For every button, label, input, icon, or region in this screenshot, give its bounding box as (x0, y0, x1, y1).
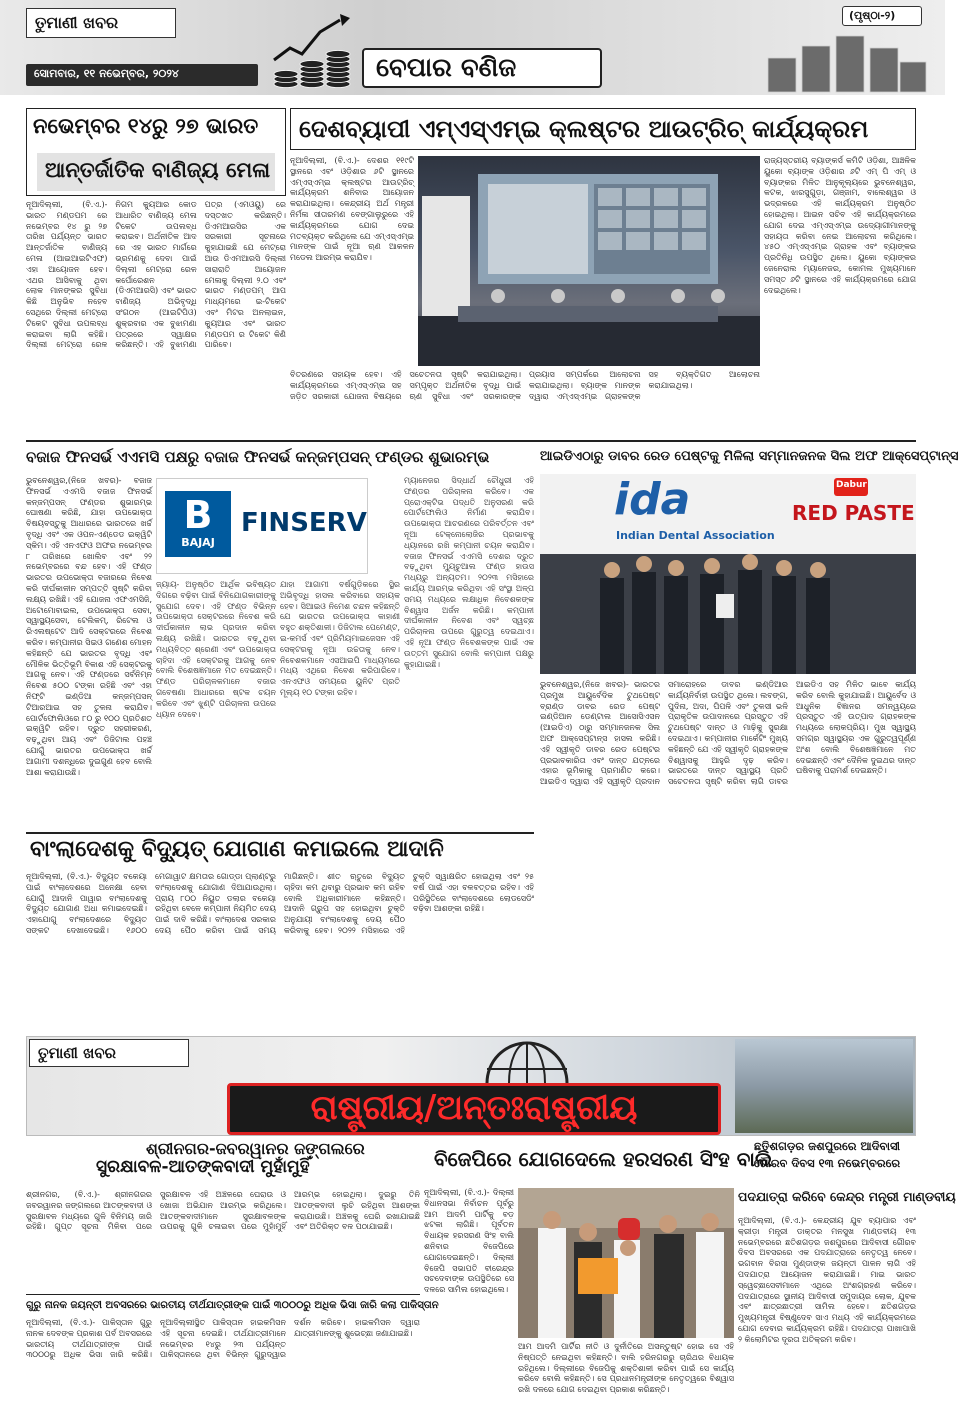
article-dabur-headline: ଆଇଡିଏଠାରୁ ଡାବର ରେଡ ପେଷ୍ଟକୁ ମିଳିଲା ସମ୍ମାନଜନକ ସିଲ ଅଫ ଆକ୍ସେପ୍ଟାନ୍ସ (540, 449, 959, 464)
article-chhattisgarh-headline-3: ପଦଯାତ୍ରା କରିବେ କେନ୍ଦ୍ର ମନ୍ତ୍ରୀ ମାଣ୍ଡବୀୟ (738, 1189, 956, 1204)
article-fair-headline-2: ଆନ୍ତର୍ଜାତିକ ବାଣିଜ୍ୟ ମେଳା (45, 158, 271, 182)
masthead (0, 0, 945, 95)
article-bajaj-body-mid-2: ଯାହା ଆଗାମୀ ବର୍ଷଗୁଡ଼ିକରେ ସ୍ଥିର ଅଭିବୃଦ୍ଧି ହାସଲ କରିବାରେ ସହାୟକ ହେବ। ସିଆଇଓ ନିମେଶ ଚନ୍ଦନ କହିଛନ୍ତି ଯେ ଭାରତର ଉପଭୋକ୍ତା କାହାଣୀ ବହୁତ ଶକ୍ତିଶାଳୀ। ଡିଜିଟାଲ ପେମେଣ୍ଟ, ଇ-କମର୍ସ ଏବଂ ପ୍ରିମିୟମାଇଜେସନ ଏହି ସେକ୍ଟରକୁ ନୂଆ ଉଚ୍ଚତାକୁ ନେବ। ନିବେଶକମାନେ ଏସଆଇପି ମାଧ୍ୟମରେ ମଧ୍ୟ ଏଥିରେ ନିବେଶ କରିପାରିବେ। ଏନଏଫଓ ସମୟରେ ୟୁନିଟ ପ୍ରତି ମୂଲ୍ୟ ୧୦ ଟଙ୍କା ରହିବ। (280, 580, 400, 697)
article-msme-headline: ଦେଶବ୍ୟାପୀ ଏମ୍‌ଏସ୍‌ଏମ୍‌ଇ କ୍ଲଷ୍ଟର ଆଉଟ୍ରିଚ୍ କାର୍ଯ୍ୟକ୍ରମ (299, 115, 869, 143)
dabur-logo: Dabur (836, 480, 867, 490)
date-text: ସୋମବାର, ୧୧ ନଭେମ୍ବର, ୨୦୨୪ (34, 67, 179, 80)
article-bajaj-headline: ବଜାଜ ଫିନସର୍ଭ ଏଏମସି ପକ୍ଷରୁ ବଜାଜ ଫିନସର୍ଭ କନ୍‌ଜମ୍ପସନ୍ ଫଣ୍ଡର ଶୁଭାରମ୍ଭ (26, 448, 490, 466)
article-fair-headline-1: ନଭେମ୍ବର ୧୪ରୁ ୨୭ ଭାରତ (33, 114, 259, 138)
divider-1 (26, 440, 916, 442)
article-chhattisgarh-headline-2: ଗୌରବ ଦିବସ ୧୩ ନଭେମ୍ବରରେ (753, 1155, 901, 1170)
article-srinagar-body: ଶ୍ରୀନଗର, (ବି.ଏ.)- ଶ୍ରୀନଗରର ଜବରୱାନର ଜଙ୍ଗଲରେ ଆତଙ୍କବାଦୀ ଓ ସୁରକ୍ଷାବଳ ମଧ୍ୟରେ ଗୁଳି ବିନିମୟ ଜାରି ରହିଛି। ଗୁପ୍ତ ସୂଚନା ମିଳିବା ପରେ ସୁରକ୍ଷାବଳ ଏହି ଅଞ୍ଚଳରେ ଘେରାଉ ଓ ଖୋଜା ଅଭିଯାନ ଆରମ୍ଭ କରିଥିଲେ। ଆତଙ୍କବାଦୀମାନେ ସୁରକ୍ଷାବଳଙ୍କ ଉପରକୁ ଗୁଳି ଚଳାଇବା ପରେ ମୁହାଁମୁହିଁ ଆରମ୍ଭ ହୋଇଥିଲା। ଦୁଇରୁ ତିନି ଆତଙ୍କବାଦୀ ଲୁଚି ରହିଥିବା ଆଶଙ୍କା କରାଯାଉଛି। ଅଞ୍ଚଳକୁ ଘେରି ରଖାଯାଇଛି ଏବଂ ଅତିରିକ୍ତ ବଳ ପଠାଯାଇଛି। (26, 1190, 420, 1232)
banner-paper-box (29, 1039, 189, 1067)
article-adani-headline: ବାଂଲାଦେଶକୁ ବିଦ୍ୟୁତ୍ ଯୋଗାଣ କମାଇଲେ ଆଦାନି (30, 837, 444, 862)
bajaj-logo-box (156, 478, 368, 574)
dabur-photo-backdrop (540, 474, 916, 554)
article-bajaj-body-mid-1: ଜ୍ୟାୟ- ଅନୁଷ୍ଠିତ ଆର୍ଥିକ ଭବିଷ୍ୟତ ଦିଗରେ ବଢ଼ିବା ପାଇଁ ବିନିଯୋଗକାରୀଙ୍କୁ ସୁଯୋଗ ଦେବ। ଏହି ଫଣ୍ଡ ବିଭିନ୍ନ ଉପଭୋକ୍ତା ସେକ୍ଟରରେ ନିବେଶ କରି ଦୀର୍ଘକାଳୀନ ଲାଭ ପ୍ରଦାନ କରିବା ଲକ୍ଷ୍ୟ ରଖିଛି। ଭାରତର ବଢ଼ୁଥିବା ମଧ୍ୟବିତ୍ତ ଶ୍ରେଣୀ ଏବଂ ଉପଭୋକ୍ତା ଚାହିଦା ଏହି ସେକ୍ଟରକୁ ଆଗକୁ ନେବ ବୋଲି ବିଶେଷଜ୍ଞମାନେ ମତ ଦେଇଛନ୍ତି। ଫଣ୍ଡ ପରିଚାଳକମାନେ ବଜାର ଗବେଷଣା ଆଧାରରେ ଷ୍ଟକ ଚୟନ କରିବେ ଏବଂ ଝୁଣ୍ଟି ପରିଚାଳନା ଉପରେ ଧ୍ୟାନ ଦେବେ। (156, 580, 276, 719)
article-srinagar-headline-box (26, 1140, 420, 1186)
red-paste-text: RED PASTE (792, 501, 915, 525)
article-gurunanak-body: ନୂଆଦିଲ୍ଲୀ, (ବି.ଏ.)- ପାକିସ୍ତାନ ଗୁରୁ ନାନକ ଦେବଙ୍କ ପ୍ରକାଶ ପର୍ବ ଅବସରରେ ଭାରତୀୟ ତୀର୍ଥଯାତ୍ରୀଙ୍କ ପାଇଁ ୩୦୦୦ରୁ ଅଧିକ ଭିସା ଜାରି କରିଛି। ନୂଆଦିଲ୍ଲୀସ୍ଥିତ ପାକିସ୍ତାନ ହାଇକମିସନ ଏହି ସୂଚନା ଦେଇଛି। ତୀର୍ଥଯାତ୍ରୀମାନେ ନଭେମ୍ବର ୧୪ରୁ ୨୩ ପର୍ଯ୍ୟନ୍ତ ପାକିସ୍ତାନରେ ଥିବା ବିଭିନ୍ନ ଗୁରୁଦ୍ୱାର ଦର୍ଶନ କରିବେ। ହାଇକମିସନ ଦ୍ୱାରା ଯାତ୍ରୀମାନଙ୍କୁ ଶୁଭେଚ୍ଛା ଜଣାଯାଇଛି। (26, 1318, 420, 1360)
article-chhattisgarh-body: ନୂଆଦିଲ୍ଲୀ, (ବି.ଏ.)- କେନ୍ଦ୍ରୀୟ ଯୁବ ବ୍ୟାପାର ଏବଂ କ୍ରୀଡ଼ା ମନ୍ତ୍ରୀ ଡାକ୍ତର ମନସୁଖ ମାଣ୍ଡବୀୟ ୧୩ ନଭେମ୍ବରରେ ଛତିଶଗଡ଼ର ଜଶପୁରରେ ଆଦିବାସୀ ଗୌରବ ଦିବସ ଅବସରରେ ଏକ ପଦଯାତ୍ରାରେ ନେତୃତ୍ୱ ନେବେ। ଭଗବାନ ବିରସା ମୁଣ୍ଡାଙ୍କ ଜୟନ୍ତୀ ପାଳନ ଲାଗି ଏହି ପଦଯାତ୍ରା ଆୟୋଜନ କରାଯାଇଛି। ମାଇ ଭାରତ ସ୍ୱେଚ୍ଛାସେବୀମାନେ ଏଥିରେ ଅଂଶଗ୍ରହଣ କରିବେ। ପଦଯାତ୍ରାରେ ସ୍ଥାନୀୟ ଆଦିବାସୀ ସମୁଦାୟର ଲୋକ, ଯୁବକ ଏବଂ ଛାତ୍ରଛାତ୍ରୀ ସାମିଲ ହେବେ। ଛତିଶଗଡ଼ର ମୁଖ୍ୟମନ୍ତ୍ରୀ ବିଷ୍ଣୁଦେବ ସାଏ ମଧ୍ୟ ଏହି କାର୍ଯ୍ୟକ୍ରମରେ ଯୋଗ ଦେବାର କାର୍ଯ୍ୟକ୍ରମ ରହିଛି। ପଦଯାତ୍ରା ପାଖାପାଖି ୨ କିଲୋମିଟର ଦୂରତା ଅତିକ୍ରମ କରିବ। (738, 1216, 916, 1344)
coin-stacks-icon (760, 28, 930, 92)
article-msme-body-right: ରାଜ୍ୟସ୍ତରୀୟ ବ୍ୟାଙ୍କର୍ସ କମିଟି ଓଡ଼ିଶା, ଆଞ୍ଚଳିକ ୟୁକୋ ବ୍ୟାଙ୍କ ଓଡ଼ିଶାର ୬ଟି ଏମ୍ ପି ଏମ୍ ଓ ବ୍ୟାଙ୍କର ମିଳିତ ଆନୁକୂଲ୍ୟରେ ଭୁବନେଶ୍ୱର, କଟକ, ଝାରସୁଗୁଡ଼ା, ଗଞ୍ଜାମ, ବାଲେଶ୍ୱର ଓ ଭଦ୍ରକରେ ଏହି କାର୍ଯ୍ୟକ୍ରମ ଅନୁଷ୍ଠିତ ହୋଇଥିଲା। ଆଇନ ସଚିବ ଏହି କାର୍ଯ୍ୟକ୍ରମରେ ଯୋଗ ଦେଇ ଏମ୍‌ଏସ୍‌ଏମ୍‌ଇ ଉଦ୍ୟୋଗୀମାନଙ୍କୁ ସହାୟତା କରିବା ନେଇ ଆଲୋଚନା କରିଥିଲେ। ୪୫୦ ଏମ୍‌ଏସ୍‌ଏମ୍‌ଇ ଗ୍ରାହକ ଏବଂ ବ୍ୟାଙ୍କର ପ୍ରତିନିଧି ଉପସ୍ଥିତ ଥିଲେ। ୟୁକୋ ବ୍ୟାଙ୍କର ଜେନେରାଲ ମ୍ୟାନେଜର, କୋମଲ ମୁଖ୍ୟମାନେ ସମସ୍ତ ୬ଟି ସ୍ଥାନରେ ଏହି କାର୍ଯ୍ୟକ୍ରମରେ ଯୋଗ ଦେଇଥିଲେ। (764, 156, 916, 295)
bajaj-logo-small: BAJAJ (181, 535, 215, 549)
article-bajaj-body-right: ମ୍ୟାନେଜର ସିଦ୍ଧାର୍ଥ ଚୌଧୁରୀ ଏହି ଫଣ୍ଡର ପରିଚାଳନା କରିବେ। ଏକ ପ୍ରୋଏକ୍ଟିଭ ପଦ୍ଧତି ଅନୁସରଣ କରି ପୋର୍ଟଫୋଲିଓ ନିର୍ମାଣ କରାଯିବ। ଉପଭୋକ୍ତା ଆଚରଣରେ ପରିବର୍ତ୍ତନ ଏବଂ ନୂଆ ଟେକ୍ନୋଲୋଜିର ପ୍ରଭାବକୁ ଧ୍ୟାନରେ ରଖି କମ୍ପାନୀ ଚୟନ କରାଯିବ। ବଜାଜ ଫିନସର୍ଭ ଏଏମସି ଦେଶର ଦ୍ରୁତ ବଢ଼ୁଥିବା ମ୍ୟୁଚୁଆଲ ଫଣ୍ଡ ହାଉସ ମଧ୍ୟରୁ ଅନ୍ୟତମ। ୨୦୨୩ ମସିହାରେ କାର୍ଯ୍ୟ ଆରମ୍ଭ କରିଥିବା ଏହି ସଂସ୍ଥା ଅଳ୍ପ ସମୟ ମଧ୍ୟରେ ଲକ୍ଷାଧିକ ନିବେଶକଙ୍କ ବିଶ୍ୱାସ ଅର୍ଜନ କରିଛି। କମ୍ପାନୀ ଦୀର୍ଘକାଳୀନ ନିବେଶ ଏବଂ ସ୍ୱଚ୍ଛ ପରିଚାଳନା ଉପରେ ଗୁରୁତ୍ୱ ଦେଇଥାଏ। ଏହି ନୂଆ ଫଣ୍ଡ ନିବେଶକଙ୍କ ପାଇଁ ଏକ ଉତ୍ତମ ସୁଯୋଗ ବୋଲି କମ୍ପାନୀ ପକ୍ଷରୁ କୁହାଯାଇଛି। (404, 476, 534, 669)
article-msme-body-bottom: ବିତରଣରେ ସହାୟକ ହେବ। ଏହି କାର୍ଯ୍ୟକ୍ରମରେ ଏମ୍‌ଏସ୍‌ଏମ୍‌ଇ ସହ ଜଡ଼ିତ ସରକାରୀ ଯୋଜନା ବିଷୟରେ ସଚେତନତା ସୃଷ୍ଟି କରାଯାଇଥିଲା। ସମ୍ପୃକ୍ତ ଅର୍ଥନୀତିକ ବୃଦ୍ଧି ପାଇଁ ଋଣ ସୁବିଧା ଏବଂ ସରକାରଙ୍କ ପ୍ରୟାସ ସମ୍ପର୍କରେ ଆଲୋଚନା କରାଯାଇଥିଲା। ବ୍ୟାଙ୍କ ମାନଙ୍କ ଦ୍ୱାରା ଏମ୍‌ଏସ୍‌ଏମ୍‌ଇ ଗ୍ରାହକଙ୍କ ସହ ବ୍ୟକ୍ତିଗତ ଆଲୋଚନା କରାଯାଇଥିଲା। (290, 370, 760, 401)
award-group-graphic (540, 554, 916, 674)
article-fair-headline-box (26, 108, 286, 196)
bajaj-logo-letter: B (183, 493, 213, 537)
article-msme-body-left: ନୂଆଦିଲ୍ଲୀ, (ବି.ଏ.)- ଦେଶର ୧୧୯ଟି ସ୍ଥାନରେ ଏବଂ ଓଡ଼ିଶାର ୬ଟି ସ୍ଥାନରେ ଏମ୍‌ଏସ୍‌ଏମ୍‌ଇ କ୍ଲଷ୍ଟର ଆଉଟ୍ରିଚ୍ କାର୍ଯ୍ୟକ୍ରମ ଶନିବାର ଆୟୋଜନ କରାଯାଇଥିଲା। କେନ୍ଦ୍ରୀୟ ଅର୍ଥ ମନ୍ତ୍ରୀ ନିର୍ମଳା ସୀତାରମଣ ବେଙ୍ଗାଲୁରୁରେ ଏହି କାର୍ଯ୍ୟକ୍ରମରେ ଯୋଗ ଦେଇ ମତବ୍ୟକ୍ତ କରିଥିଲେ ଯେ ଏମ୍‌ଏସ୍‌ଏମ୍‌ଇ ମାନଙ୍କ ପାଇଁ ନୂଆ ଋଣ ଆକଳନ ମଡେଲ ଆରମ୍ଭ କରାଯିବ। (290, 156, 414, 263)
dabur-logo-box (834, 478, 868, 496)
page-label-box (842, 6, 922, 26)
article-fair-headline-2-bg (37, 153, 275, 191)
article-adani-body: ନୂଆଦିଲ୍ଲୀ, (ବି.ଏ.)- ବିଦ୍ୟୁତ ବକେୟା ପାଇଁ ବାଂଲାଦେଶରେ ଅନେକ୍ଷା ହେବା ଯୋଗୁଁ ଆଦାନି ପାୱାର ବାଂଲାଦେଶକୁ ବିଦ୍ୟୁତ ଯୋଗାଣ ଅଧା କମାଇଦେଇଛି। ଏହାଯୋଗୁ ବାଂଲାଦେଶରେ ବିଦ୍ୟୁତ ସଙ୍କଟ ଦେଖାଦେଇଛି। ୧୬୦୦ ମେଗାୱାଟ କ୍ଷମତାର ଗୋଡ୍ଡା ପ୍ଲାଣ୍ଟରୁ ବାଂଲାଦେଶକୁ ଯୋଗାଣ ଦିଆଯାଉଥିଲା। ପ୍ରାୟ ୮୦୦ ନିୟୁତ ଡଲାର ବକେୟା ରହିଥିବା ବେଳେ କମ୍ପାନୀ ନିୟମିତ ଦେୟ ପାଇଁ ଦାବି କରିଛି। ବାଂଲାଦେଶ ସରକାର ଦେୟ ପୈଠ କରିବା ପାଇଁ ସମୟ ମାଗିଛନ୍ତି। ଶୀତ ଋତୁରେ ବିଦ୍ୟୁତ ଚାହିଦା କମ ଥିବାରୁ ପ୍ରଭାବ କମ ରହିବ ବୋଲି ଅଧିକାରୀମାନେ କହିଛନ୍ତି। ଆଦାନି ଗ୍ରୁପ ସହ ହୋଇଥିବା ଚୁକ୍ତି ଅନୁଯାୟୀ ବାଂଲାଦେଶକୁ ଦେୟ ପୈଠ କରିବାକୁ ହେବ। ୨୦୨୨ ମସିହାରେ ଏହି ଚୁକ୍ତି ସ୍ୱାକ୍ଷରିତ ହୋଇଥିଲା ଏବଂ ୨୫ ବର୍ଷ ପାଇଁ ଏହା ବଳବତ୍ତର ରହିବ। ଏହି ପରିସ୍ଥିତିରେ ବାଂଲାଦେଶରେ ଲୋଡସେଡିଂ ବଢ଼ିବା ଆଶଙ୍କା ରହିଛି। (26, 872, 534, 935)
banner-title: ରାଷ୍ଟ୍ରୀୟ/ଅନ୍ତଃରାଷ୍ଟ୍ରୀୟ (310, 1088, 638, 1128)
article-dabur-body: ଭୁବନେଶ୍ୱର,(ନିଜେ ଖବର)- ଭାରତର ପ୍ରମୁଖ ଆୟୁର୍ବେଦିକ ଟୁଥପେଷ୍ଟ ବ୍ରାଣ୍ଡ ଡାବର ରେଡ ପେଷ୍ଟ ଇଣ୍ଡିଆନ ଡେଣ୍ଟାଲ ଆସୋସିଏସନ (ଆଇଡିଏ) ଠାରୁ ସମ୍ମାନଜନକ ସିଲ ଅଫ ଆକ୍ସେପ୍ଟାନ୍ସ ହାସଲ କରିଛି। ଏହି ସ୍ୱୀକୃତି ଡାବର ରେଡ ପେଷ୍ଟର ପ୍ରଭାବକାରିତା ଏବଂ ଦାନ୍ତ ଯତ୍ନରେ ଏହାର ଭୂମିକାକୁ ପ୍ରମାଣିତ କରେ। ଆଇଡିଏ ଦ୍ୱାରା ଏହି ସ୍ୱୀକୃତି ପ୍ରଦାନ ସମାରୋହରେ ଡାବର ଇଣ୍ଡିଆର କାର୍ଯ୍ୟନିର୍ବାହୀ ଉପସ୍ଥିତ ଥିଲେ। ଲବଙ୍ଗ, ପୁଦିନା, ଅଦା, ପିପଳି ଏବଂ ତୁଳସୀ ଭଳି ପ୍ରାକୃତିକ ଉପାଦାନରେ ପ୍ରସ୍ତୁତ ଏହି ଟୁଥପେଷ୍ଟ ଦାନ୍ତ ଓ ମାଢ଼ିକୁ ସୁରକ୍ଷା ଦେଇଥାଏ। କମ୍ପାନୀର ମାର୍କେଟିଂ ମୁଖ୍ୟ କହିଛନ୍ତି ଯେ ଏହି ସ୍ୱୀକୃତି ଗ୍ରାହକଙ୍କ ବିଶ୍ୱାସକୁ ଆହୁରି ଦୃଢ଼ କରିବ। ଭାରତରେ ଦାନ୍ତ ସ୍ୱାସ୍ଥ୍ୟ ପ୍ରତି ସଚେତନତା ସୃଷ୍ଟି କରିବା ଲାଗି ଡାବର ଆଇଡିଏ ସହ ମିଳିତ ଭାବେ କାର୍ଯ୍ୟ କରିବ ବୋଲି କୁହାଯାଇଛି। ଆୟୁର୍ବେଦ ଓ ଆଧୁନିକ ବିଜ୍ଞାନର ସମନ୍ୱୟରେ ପ୍ରସ୍ତୁତ ଏହି ଉତ୍ପାଦ ଗ୍ରାହକଙ୍କ ମଧ୍ୟରେ ଲୋକପ୍ରିୟ। ମୁଖ ସ୍ୱାସ୍ଥ୍ୟ ସମଗ୍ର ସ୍ୱାସ୍ଥ୍ୟର ଏକ ଗୁରୁତ୍ୱପୂର୍ଣ୍ଣ ଅଂଶ ବୋଲି ବିଶେଷଜ୍ଞମାନେ ମତ ଦେଇଛନ୍ତି ଏବଂ ଦୈନିକ ଦୁଇଥର ଦାନ୍ତ ଘଷିବାକୁ ପରାମର୍ଶ ଦେଇଛନ୍ତି। (540, 680, 916, 787)
article-srinagar-headline-2: ସୁରକ୍ଷାବଳ-ଆତଙ୍କବାଦୀ ମୁହାଁମୁହିଁ (96, 1156, 310, 1177)
paper-name: ତୁମାଣୀ ଖବର (35, 13, 119, 32)
article-chhattisgarh-headline-3-box (608, 1189, 956, 1212)
bajaj-logo-mark (165, 491, 231, 557)
article-msme-headline-box (290, 108, 916, 150)
article-gurunanak-headline: ଗୁରୁ ନାନକ ଜୟନ୍ତୀ ଅବସରରେ ଭାରତୀୟ ତୀର୍ଥଯାତ୍ରୀଙ୍କ ପାଇଁ ୩୦୦୦ରୁ ଅଧିକ ଭିସା ଜାରି କଲା ପାକିସ୍ତାନ (26, 1300, 439, 1311)
banner-title-box (227, 1083, 721, 1135)
section-title: ବେପାର ବଣିଜ (376, 53, 517, 83)
article-bjp-body-left: ନୂଆଦିଲ୍ଲୀ, (ବି.ଏ.)- ଦିଲ୍ଲୀ ବିଧାନସଭା ନିର୍ବାଚନ ପୂର୍ବରୁ ଆମ ଆଦମି ପାର୍ଟିକୁ ବଡ଼ ଝଟକା ଲାଗିଛି। ପୂର୍ବତନ ବିଧାୟକ ହରସରଣ ସିଂହ ବାଲି ଶନିବାର ବିଜେପିରେ ଯୋଗଦେଇଛନ୍ତି। ଦିଲ୍ଲୀ ବିଜେପି ସଭାପତି ବୀରେନ୍ଦ୍ର ସଚଦେବାଙ୍କ ଉପସ୍ଥିତିରେ ସେ ଦଳରେ ସାମିଲ ହୋଇଥିଲେ। (424, 1188, 514, 1295)
article-bjp-headline: ବିଜେପିରେ ଯୋଗଦେଲେ ହରସରଣ ସିଂହ ବାଲି (434, 1147, 773, 1171)
globe-icon (483, 1039, 571, 1083)
ida-caption: Indian Dental Association (616, 529, 775, 542)
section-title-box (362, 48, 602, 88)
national-banner (26, 1036, 916, 1136)
ida-logo: ida (614, 474, 691, 525)
article-bajaj-headline-box (26, 444, 534, 472)
coins-chart-icon (268, 10, 358, 92)
article-adani-headline-box (26, 832, 534, 868)
article-gurunanak-headline-box (26, 1294, 439, 1314)
conference-stage-graphic (418, 156, 760, 366)
article-bajaj-body-lead (26, 476, 152, 828)
article-bajaj-body: ଭୁବନେଶ୍ୱର,(ନିଜେ ଖବର)- ବଜାଜ ଫିନସର୍ଭ ଏଏମସି ବଜାଜ ଫିନସର୍ଭ କନ୍‌ଜମ୍ପସନ୍ ଫଣ୍ଡର ଶୁଭାରମ୍ଭ ଘୋଷଣା କରିଛି, ଯାହା ଉପଭୋକ୍ତା ବିଷୟବସ୍ତୁକୁ ଆଧାରରେ ଭାରତରେ ଖର୍ଚ୍ଚ ବୃଦ୍ଧି ଏବଂ ଏକ ଓପନ-ଏଣ୍ଡେଡ ଇକ୍ୱିଟି ସ୍କିମ। ଏହି ଏନଏଫଓ ଅଫର ନଭେମ୍ବର ୮ ତାରିଖରେ ଖୋଲିବ ଏବଂ ୨୨ ନଭେମ୍ବରରେ ବନ୍ଦ ହେବ। ଏହି ଫଣ୍ଡ ଭାରତର ଉପଭୋକ୍ତା ବଜାରରେ ନିବେଶ କରି ଦୀର୍ଘକାଳୀନ ସମ୍ପତ୍ତି ସୃଷ୍ଟି କରିବା ଲକ୍ଷ୍ୟ ରଖିଛି। ଏହି ଯୋଜନା ଏଫଏମସିଜି, ଅଟୋମୋବାଇଲ, ଉପଭୋକ୍ତା ସେବା, ସ୍ୱାସ୍ଥ୍ୟସେବା, ଟେଲିକମ୍, ରିଟେଲ ଓ ରିଏଲଷ୍ଟେଟ ଆଦି ସେକ୍ଟରରେ ନିବେଶ କରିବ। କମ୍ପାନୀର ସିଇଓ ଗଣେଶ ମୋହନ କହିଛନ୍ତି ଯେ ଭାରତର ବୃଦ୍ଧି ଏବଂ ମୌଳିକ ଭିତ୍ତିଭୂମି ବିକାଶ ଏହି ସେକ୍ଟରକୁ ଆଗକୁ ନେବ। ଏହି ଫଣ୍ଡରେ ସର୍ବନିମ୍ନ ନିବେଶ ୫୦୦ ଟଙ୍କା ରହିଛି ଏବଂ ଏହା ନିଫ୍ଟି ଇଣ୍ଡିଆ କନ୍‌ଜମ୍ପସନ୍ ଟିଆରଆଇ ସହ ତୁଳନା କରାଯିବ। ପୋର୍ଟଫୋଲିଓରେ ୮୦ ରୁ ୧୦୦ ପ୍ରତିଶତ ଇକ୍ୱିଟି ରହିବ। ଦ୍ରୁତ ସହରୀକରଣ, ବଢ଼ୁଥିବା ଆୟ ଏବଂ ଡିଜିଟାଲ ପହଞ୍ଚ ଯୋଗୁଁ ଭାରତର ଉପଭୋକ୍ତା ଖର୍ଚ୍ଚ ଆଗାମୀ ଦଶନ୍ଧିରେ ଦୁଇଗୁଣ ହେବ ବୋଲି ଆଶା କରାଯାଉଛି। (26, 476, 152, 777)
article-chhattisgarh-headline-1: ଛତିଶଗଡ଼ର ଜଶପୁରରେ ଆଦିବାସୀ (754, 1139, 900, 1153)
bajaj-logo-text: FINSERV (241, 508, 367, 538)
banner-city-photo (735, 1039, 913, 1133)
page-label: (ପୃଷ୍ଠା-୨) (849, 9, 896, 22)
article-srinagar-headline-1: ଶ୍ରୀନଗର-ଜବରୱାନର ଜଙ୍ଗଲରେ (146, 1139, 365, 1158)
article-msme-photo (418, 156, 760, 366)
banner-paper-name: ତୁମାଣୀ ଖବର (38, 1044, 116, 1062)
article-dabur-headline-box (540, 444, 959, 472)
paper-name-box (26, 8, 176, 38)
article-bjp-body-right: ଆମ ଆଦମି ପାର୍ଟିର ନୀତି ଓ ଦୁର୍ନୀତିରେ ଅସନ୍ତୁଷ୍ଟ ହୋଇ ସେ ଏହି ନିଷ୍ପତ୍ତି ନେଇଥିବା କହିଛନ୍ତି। ବାଲି ହରିନଗରରୁ ଚାରିଥର ବିଧାୟକ ରହିଥିଲେ। ଦିଲ୍ଲୀରେ ବିଜେପିକୁ ଶକ୍ତିଶାଳୀ କରିବା ପାଇଁ ସେ କାର୍ଯ୍ୟ କରିବେ ବୋଲି କହିଛନ୍ତି। ସେ ପ୍ରଧାନମନ୍ତ୍ରୀଙ୍କ ନେତୃତ୍ୱରେ ବିଶ୍ୱାସ ରଖି ଦଳରେ ଯୋଗ ଦେଇଥିବା ପ୍ରକାଶ କରିଛନ୍ତି। (518, 1342, 734, 1395)
article-dabur-photo (540, 474, 916, 674)
article-fair-body: ନୂଆଦିଲ୍ଲୀ, (ବି.ଏ.)- ଭାରତ ମଣ୍ଡପମ ରେ ନଭେମ୍ବର ୧୪ ରୁ ୨୭ ତାରିଖ ପର୍ଯ୍ୟନ୍ତ ଭାରତ ଆନ୍ତର୍ଜାତିକ ବାଣିଜ୍ୟ ମେଳା (ଆଇଆଇଟିଏଫ) ଏହା ଆୟୋଜନ ହେବ। ଏଥର ଆସିବାକୁ ଥିବା ଲୋକ ମାନଙ୍କର ସୁବିଧା କିଛି ଅନୁଭିବ ନହେବ ସେଥିରେ ଦିଲ୍ଲୀ ମେଟ୍ରୋ ଟିକେଟ ସୁବିଧା ଉପଲବ୍ଧ କରାଇବା ଲାଗି କହିଛି। ଦିଲ୍ଲୀ ମେଟ୍ରୋ ରେଳ ନିଗମ କ୍ୟୁଆର କୋଡ ଆଧାରିତ ବାଣିଜ୍ୟ ମେଳା ଟିକେଟ ଉପଲବ୍ଧ କରାଇବ। ଅର୍ଥନୀତିକ ଆଦ ରେ ଏହ ଭାରତ ମାର୍ଗରେ ଭ୍ରମଣକୁ ଦେବା ପାଇଁ ଦିଲ୍ଲୀ ମେଟ୍ରୋ ରେଳ କର୍ପୋରେଶନ (ଡିଏମଆରସି) ଏବଂ ଭାରତ ବାଣିଜ୍ୟ ଅଭିବୃଦ୍ଧି ସଂଗଠନ (ଆଇଟିପିଓ) ଶୁକ୍ରବାର ଏକ ବୁଝାମଣା ପତ୍ରରେ ସ୍ୱାକ୍ଷର କରିଛନ୍ତି। ଏହି ବୁଝାମଣା ପତ୍ର (ଏମଓୟୁ) ରେ ଦସ୍ତଖତ କରିଛନ୍ତି। ଡିଏମଆରସିର ଏକ ସରକାରୀ ସୂଚନାରେ କୁହାଯାଇଛି ଯେ ମେଟ୍ରୋ ଆଉ ଡିଏମଆରସି ଦିଲ୍ଲୀ ସାରାରାତି ଆୟୋଜନ ମେଳାକୁ ଦିଲ୍ଲୀ ୨.୦ ଏବଂ ଭାରତ ମଣ୍ଡପମ୍ ଆପ ମାଧ୍ୟମରେ ଇ-ଟିକେଟ ଏବଂ ମିଟର ଅନଲାଇନ, କ୍ୟୁଆର ଏବଂ ଭାରତ ମଣ୍ଡପମ ର ଟିକେଟ କିଣି ପାରିବେ। (26, 200, 286, 350)
article-bjp-headline-box (424, 1140, 773, 1182)
date-box (26, 64, 258, 86)
